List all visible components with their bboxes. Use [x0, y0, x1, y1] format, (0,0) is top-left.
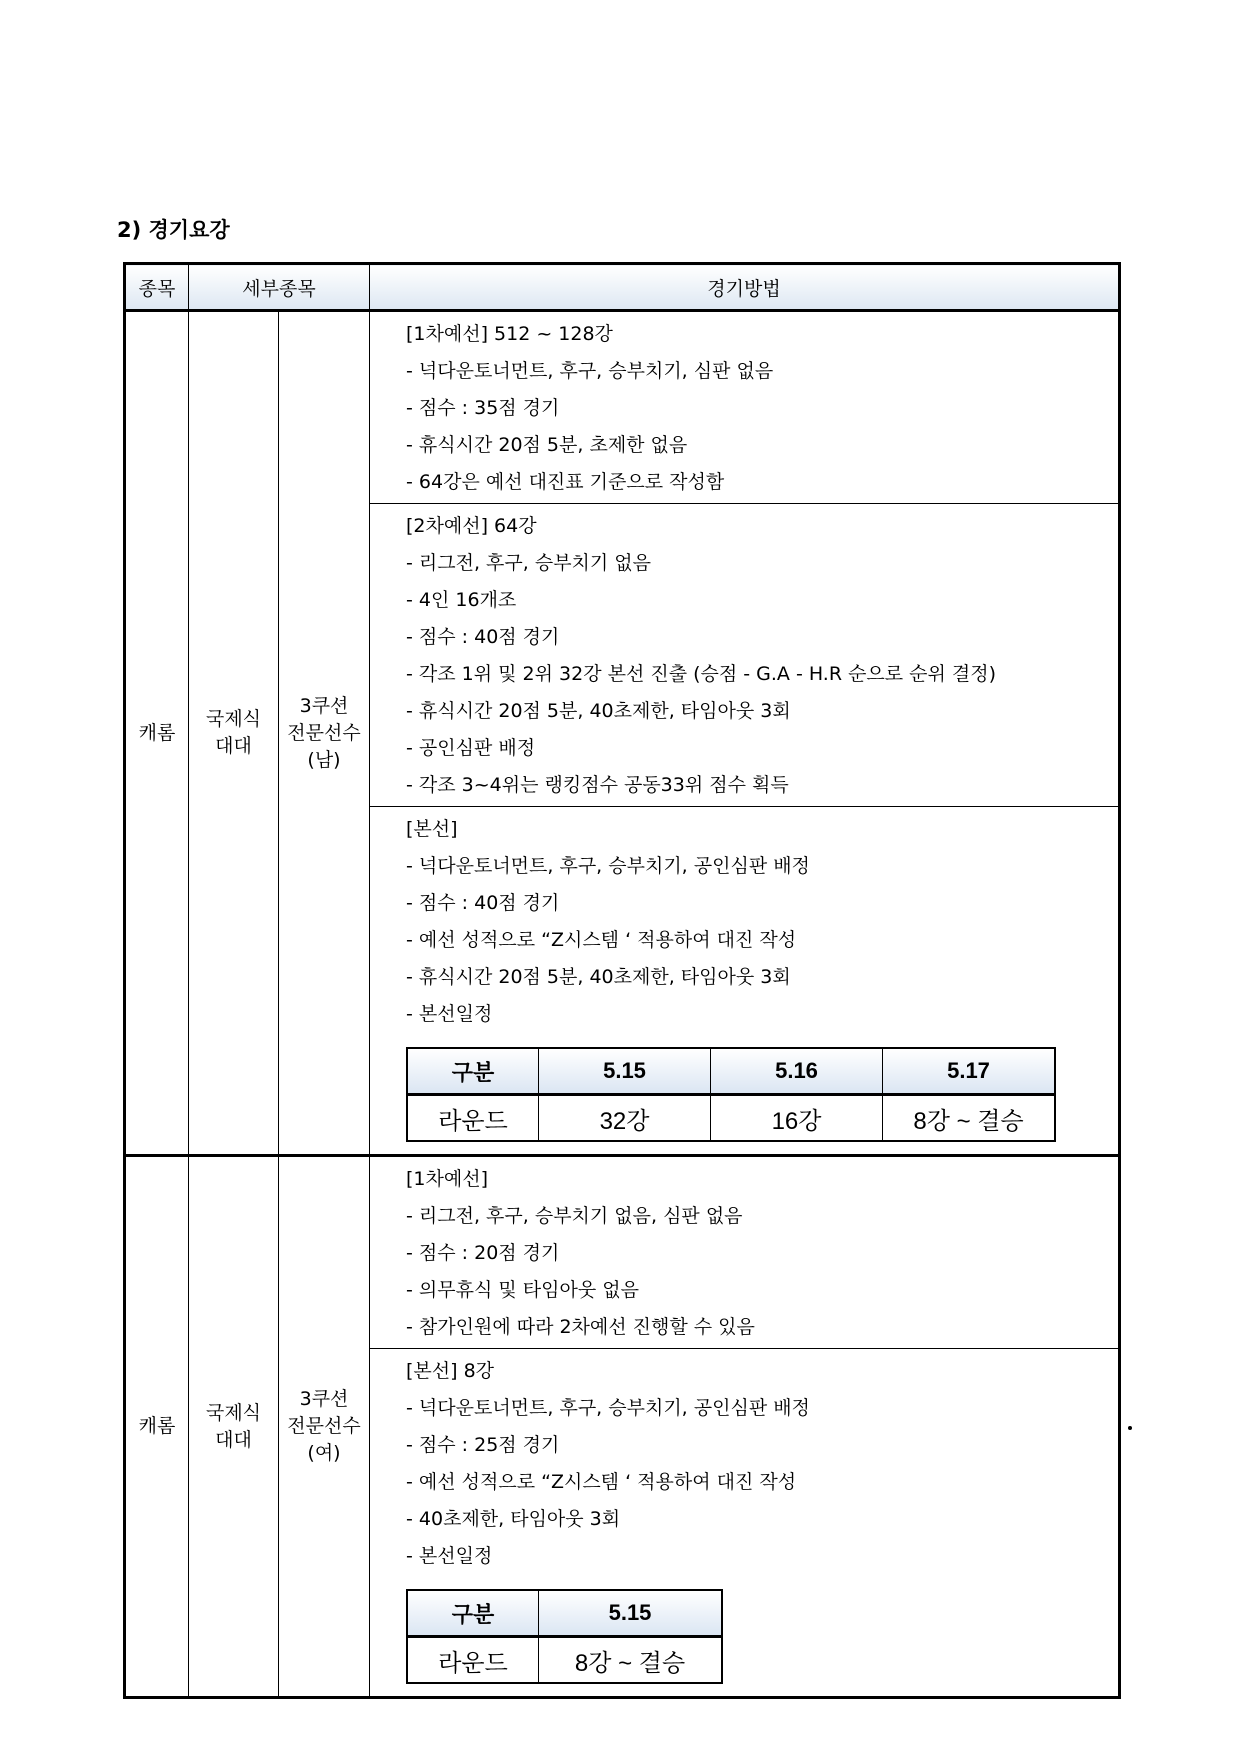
schedule-cell: 8강 ~ 결승: [539, 1637, 723, 1684]
header-method: 경기방법: [370, 264, 1120, 311]
method-line: - 휴식시간 20점 5분, 40초제한, 타임아웃 3회: [406, 966, 791, 988]
division-label: 전문선수: [287, 1415, 361, 1437]
method-line: - 참가인원에 따라 2차예선 진행할 수 있음: [406, 1316, 755, 1338]
schedule-header-row: [407, 1048, 1055, 1095]
method-line: - 본선일정: [406, 1545, 493, 1567]
method-section: [370, 1157, 1118, 1349]
schedule-header-cell: 구분: [407, 1590, 539, 1637]
method-section: [370, 1349, 1118, 1696]
division-cell: [279, 1156, 370, 1698]
schedule-table: [406, 1047, 1056, 1142]
event-label: 국제식: [205, 1401, 262, 1424]
method-line: - 공인심판 배정: [406, 737, 536, 759]
method-line: - 넉다운토너먼트, 후구, 승부치기, 공인심판 배정: [406, 1397, 810, 1419]
sport-label: 캐롬: [138, 1415, 176, 1437]
division-label: 3쿠션: [299, 1388, 349, 1410]
schedule-header-cell: 5.17: [883, 1048, 1056, 1095]
sport-cell: [125, 311, 189, 1156]
method-section: [370, 504, 1118, 807]
method-line: - 40초제한, 타임아웃 3회: [406, 1508, 621, 1530]
event-label: 국제식: [205, 708, 262, 730]
schedule-cell: 16강: [711, 1095, 883, 1142]
method-line: - 넉다운토너먼트, 후구, 승부치기, 심판 없음: [406, 360, 774, 382]
method-line: - 예선 성적으로 “Z시스템 ‘ 적용하여 대진 작성: [406, 1471, 797, 1493]
method-line: - 점수 : 25점 경기: [406, 1434, 560, 1456]
method-line: - 각조 3~4위는 랭킹점수 공동33위 점수 획득: [406, 774, 789, 796]
schedule-cell: 32강: [539, 1095, 711, 1142]
schedule-cell: 라운드: [407, 1637, 539, 1684]
schedule-cell: 라운드: [407, 1095, 539, 1142]
division-cell: [279, 311, 370, 1156]
method-line: - 의무휴식 및 타임아웃 없음: [406, 1279, 639, 1301]
schedule-header-row: [407, 1590, 722, 1637]
method-line: - 각조 1위 및 2위 32강 본선 진출 (승점 - G.A - H.R 순으로 순위 결정): [406, 663, 997, 685]
method-line: [본선] 8강: [406, 1360, 495, 1382]
schedule-row: [407, 1637, 722, 1684]
schedule-header-cell: 구분: [407, 1048, 539, 1095]
method-section: [370, 807, 1118, 1154]
schedule-cell: 8강 ~ 결승: [883, 1095, 1056, 1142]
method-cell: [370, 311, 1120, 1156]
method-line: - 64강은 예선 대진표 기준으로 작성함: [406, 471, 725, 493]
method-cell: [370, 1156, 1120, 1698]
sport-label: 캐롬: [138, 721, 176, 744]
method-line: - 넉다운토너먼트, 후구, 승부치기, 공인심판 배정: [406, 855, 810, 877]
event-cell: [189, 311, 279, 1156]
method-line: - 본선일정: [406, 1003, 493, 1025]
event-label: 대대: [215, 1428, 252, 1451]
schedule-table: [406, 1589, 723, 1684]
method-line: [본선]: [406, 818, 458, 840]
division-label: 전문선수: [287, 721, 361, 744]
method-section: [370, 312, 1118, 504]
method-line: - 점수 : 20점 경기: [406, 1242, 560, 1264]
method-line: - 4인 16개조: [406, 589, 517, 611]
sport-cell: [125, 1156, 189, 1698]
division-label: (남): [307, 748, 341, 771]
schedule-header-cell: 5.15: [539, 1590, 723, 1637]
table-row-women: [125, 1156, 1120, 1698]
method-line: - 휴식시간 20점 5분, 초제한 없음: [406, 434, 688, 456]
method-line: - 휴식시간 20점 5분, 40초제한, 타임아웃 3회: [406, 700, 791, 722]
method-line: - 점수 : 35점 경기: [406, 397, 560, 419]
method-line: - 점수 : 40점 경기: [406, 626, 560, 648]
method-line: - 예선 성적으로 “Z시스템 ‘ 적용하여 대진 작성: [406, 929, 797, 951]
schedule-header-cell: 5.15: [539, 1048, 711, 1095]
header-sport: 종목: [125, 264, 189, 311]
schedule-row: [407, 1095, 1055, 1142]
method-line: - 리그전, 후구, 승부치기 없음, 심판 없음: [406, 1205, 743, 1227]
header-event: 세부종목: [189, 264, 370, 311]
schedule-header-cell: 5.16: [711, 1048, 883, 1095]
competition-rules-table: [123, 262, 1121, 1699]
method-line: [2차예선] 64강: [406, 515, 537, 537]
method-line: - 점수 : 40점 경기: [406, 892, 560, 914]
method-line: [1차예선] 512 ~ 128강: [406, 323, 613, 345]
method-line: [1차예선]: [406, 1168, 488, 1190]
table-header-row: [125, 264, 1120, 311]
method-line: - 리그전, 후구, 승부치기 없음: [406, 552, 652, 574]
division-label: 3쿠션: [299, 694, 349, 717]
event-cell: [189, 1156, 279, 1698]
division-label: (여): [307, 1442, 341, 1464]
table-row-men: [125, 311, 1120, 1156]
event-label: 대대: [215, 735, 252, 757]
stray-dot: [1128, 1426, 1132, 1430]
section-heading: 2) 경기요강: [117, 218, 230, 242]
